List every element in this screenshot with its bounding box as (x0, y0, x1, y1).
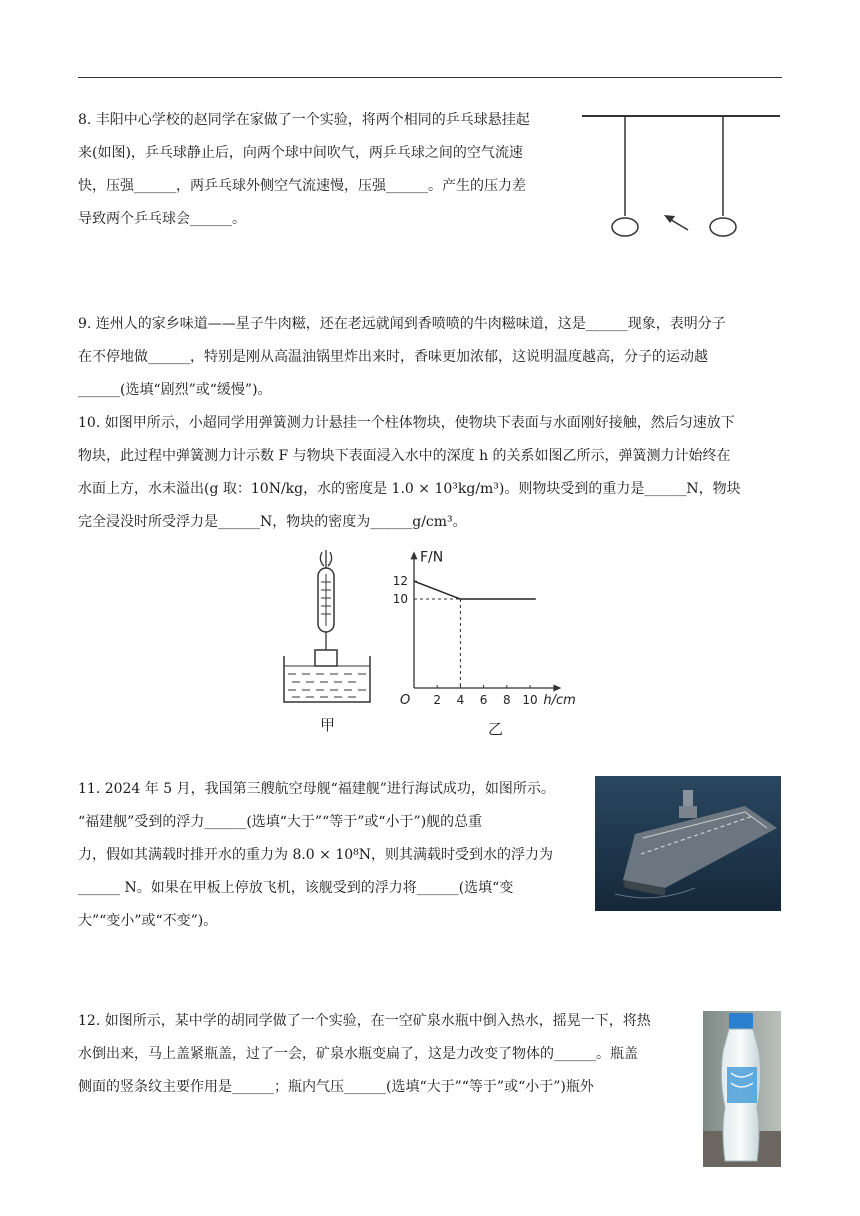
q10-line: 物块，此过程中弹簧测力计示数 F 与物块下表面浸入水中的深度 h 的关系如图乙所示，弹簧测力计始终在 (78, 448, 731, 464)
ball-right (710, 218, 736, 236)
q9-line: 9. 连州人的家乡味道——星子牛肉糍，还在老远就闻到香喷喷的牛肉糍味道，这是______现象，表明分子 (78, 316, 726, 332)
question-8 (78, 104, 530, 236)
y-tick-label: 10 (392, 592, 408, 606)
fig-yi-label: 乙 (488, 720, 504, 738)
q10-line: 完全浸没时所受浮力是______N，物块的密度为______g/cm³。 (78, 514, 467, 530)
x-tick-label: 4 (456, 693, 465, 707)
q12-line: 12. 如图所示，某中学的胡同学做了一个实验，在一空矿泉水瓶中倒入热水，摇晃一下，将热 (78, 1013, 651, 1029)
q11-line: “福建舰”受到的浮力______(选填“大于”“等于”或“小于”)舰的总重 (78, 814, 483, 830)
origin-label: O (400, 693, 411, 708)
x-axis-label: h/cm (543, 693, 576, 708)
q11-line: 力，假如其满载时排开水的重力为 8.0 × 10⁸N，则其满载时受到水的浮力为 (78, 847, 554, 863)
figure-yi-chart (392, 550, 582, 740)
q11-line: 11. 2024 年 5 月，我国第三艘航空母舰“福建舰”进行海试成功，如图所示。 (78, 781, 555, 797)
q8-line: 来(如图)，乒乓球静止后，向两个球中间吹气，两乒乓球之间的空气流速 (78, 145, 523, 161)
x-tick-label: 8 (502, 693, 511, 707)
q8-line: 快，压强______，两乒乓球外侧空气流速慢，压强______。产生的压力差 (78, 178, 526, 194)
bottle-cap (729, 1013, 753, 1029)
hand-hook (320, 550, 331, 568)
bottle-label (727, 1067, 757, 1103)
question-12 (78, 1005, 651, 1104)
q8-line: 导致两个乒乓球会______。 (78, 211, 246, 227)
q10-line: 10. 如图甲所示，小超同学用弹簧测力计悬挂一个柱体物块，使物块下表面与水面刚好接触，然后匀速放下 (78, 415, 735, 431)
q12-line: 水倒出来，马上盖紧瓶盖，过了一会，矿泉水瓶变扁了，这是力改变了物体的______。瓶盖 (78, 1046, 638, 1062)
header-rule (78, 77, 782, 78)
figure-jia-spring-scale (278, 548, 378, 738)
q11-line: 大”“变小”或“不变”)。 (78, 913, 218, 929)
aircraft-carrier-photo (595, 776, 781, 911)
question-9 (78, 308, 726, 407)
water-hatching (288, 674, 366, 697)
cylinder-block (315, 650, 337, 666)
y-axis-label: F/N (420, 550, 444, 566)
water-bottle-photo (703, 1011, 781, 1167)
ball-left (612, 218, 638, 236)
q10-line: 水面上方，水未溢出(g 取：10N/kg，水的密度是 1.0 × 10³kg/m³)。则物块受到的重力是______N，物块 (78, 481, 741, 497)
q12-line: 侧面的竖条纹主要作用是______；瓶内气压______(选填“大于”“等于”或“小于”)瓶外 (78, 1079, 594, 1095)
q9-line: 在不停地做______，特别是刚从高温油锅里炸出来时，香味更加浓郁，这说明温度越高，分子的运动越 (78, 349, 708, 365)
x-tick-label: 2 (433, 693, 442, 707)
y-tick-label: 12 (392, 574, 408, 589)
q11-line: ______ N。如果在甲板上停放飞机，该舰受到的浮力将______(选填“变 (78, 880, 514, 896)
x-axis-arrow (553, 685, 561, 692)
q8-line: 8. 丰阳中心学校的赵同学在家做了一个实验，将两个相同的乒乓球悬挂起 (78, 112, 530, 128)
question-11 (78, 773, 555, 938)
series-line (414, 581, 536, 599)
question-10 (78, 407, 741, 539)
x-tick-label: 6 (479, 693, 488, 707)
q9-line: ______(选填“剧烈”或“缓慢”)。 (78, 382, 272, 398)
ping-pong-figure (578, 108, 782, 242)
x-tick-label: 10 (522, 693, 538, 707)
fig-jia-label: 甲 (320, 716, 336, 734)
y-axis-arrow (411, 551, 418, 559)
